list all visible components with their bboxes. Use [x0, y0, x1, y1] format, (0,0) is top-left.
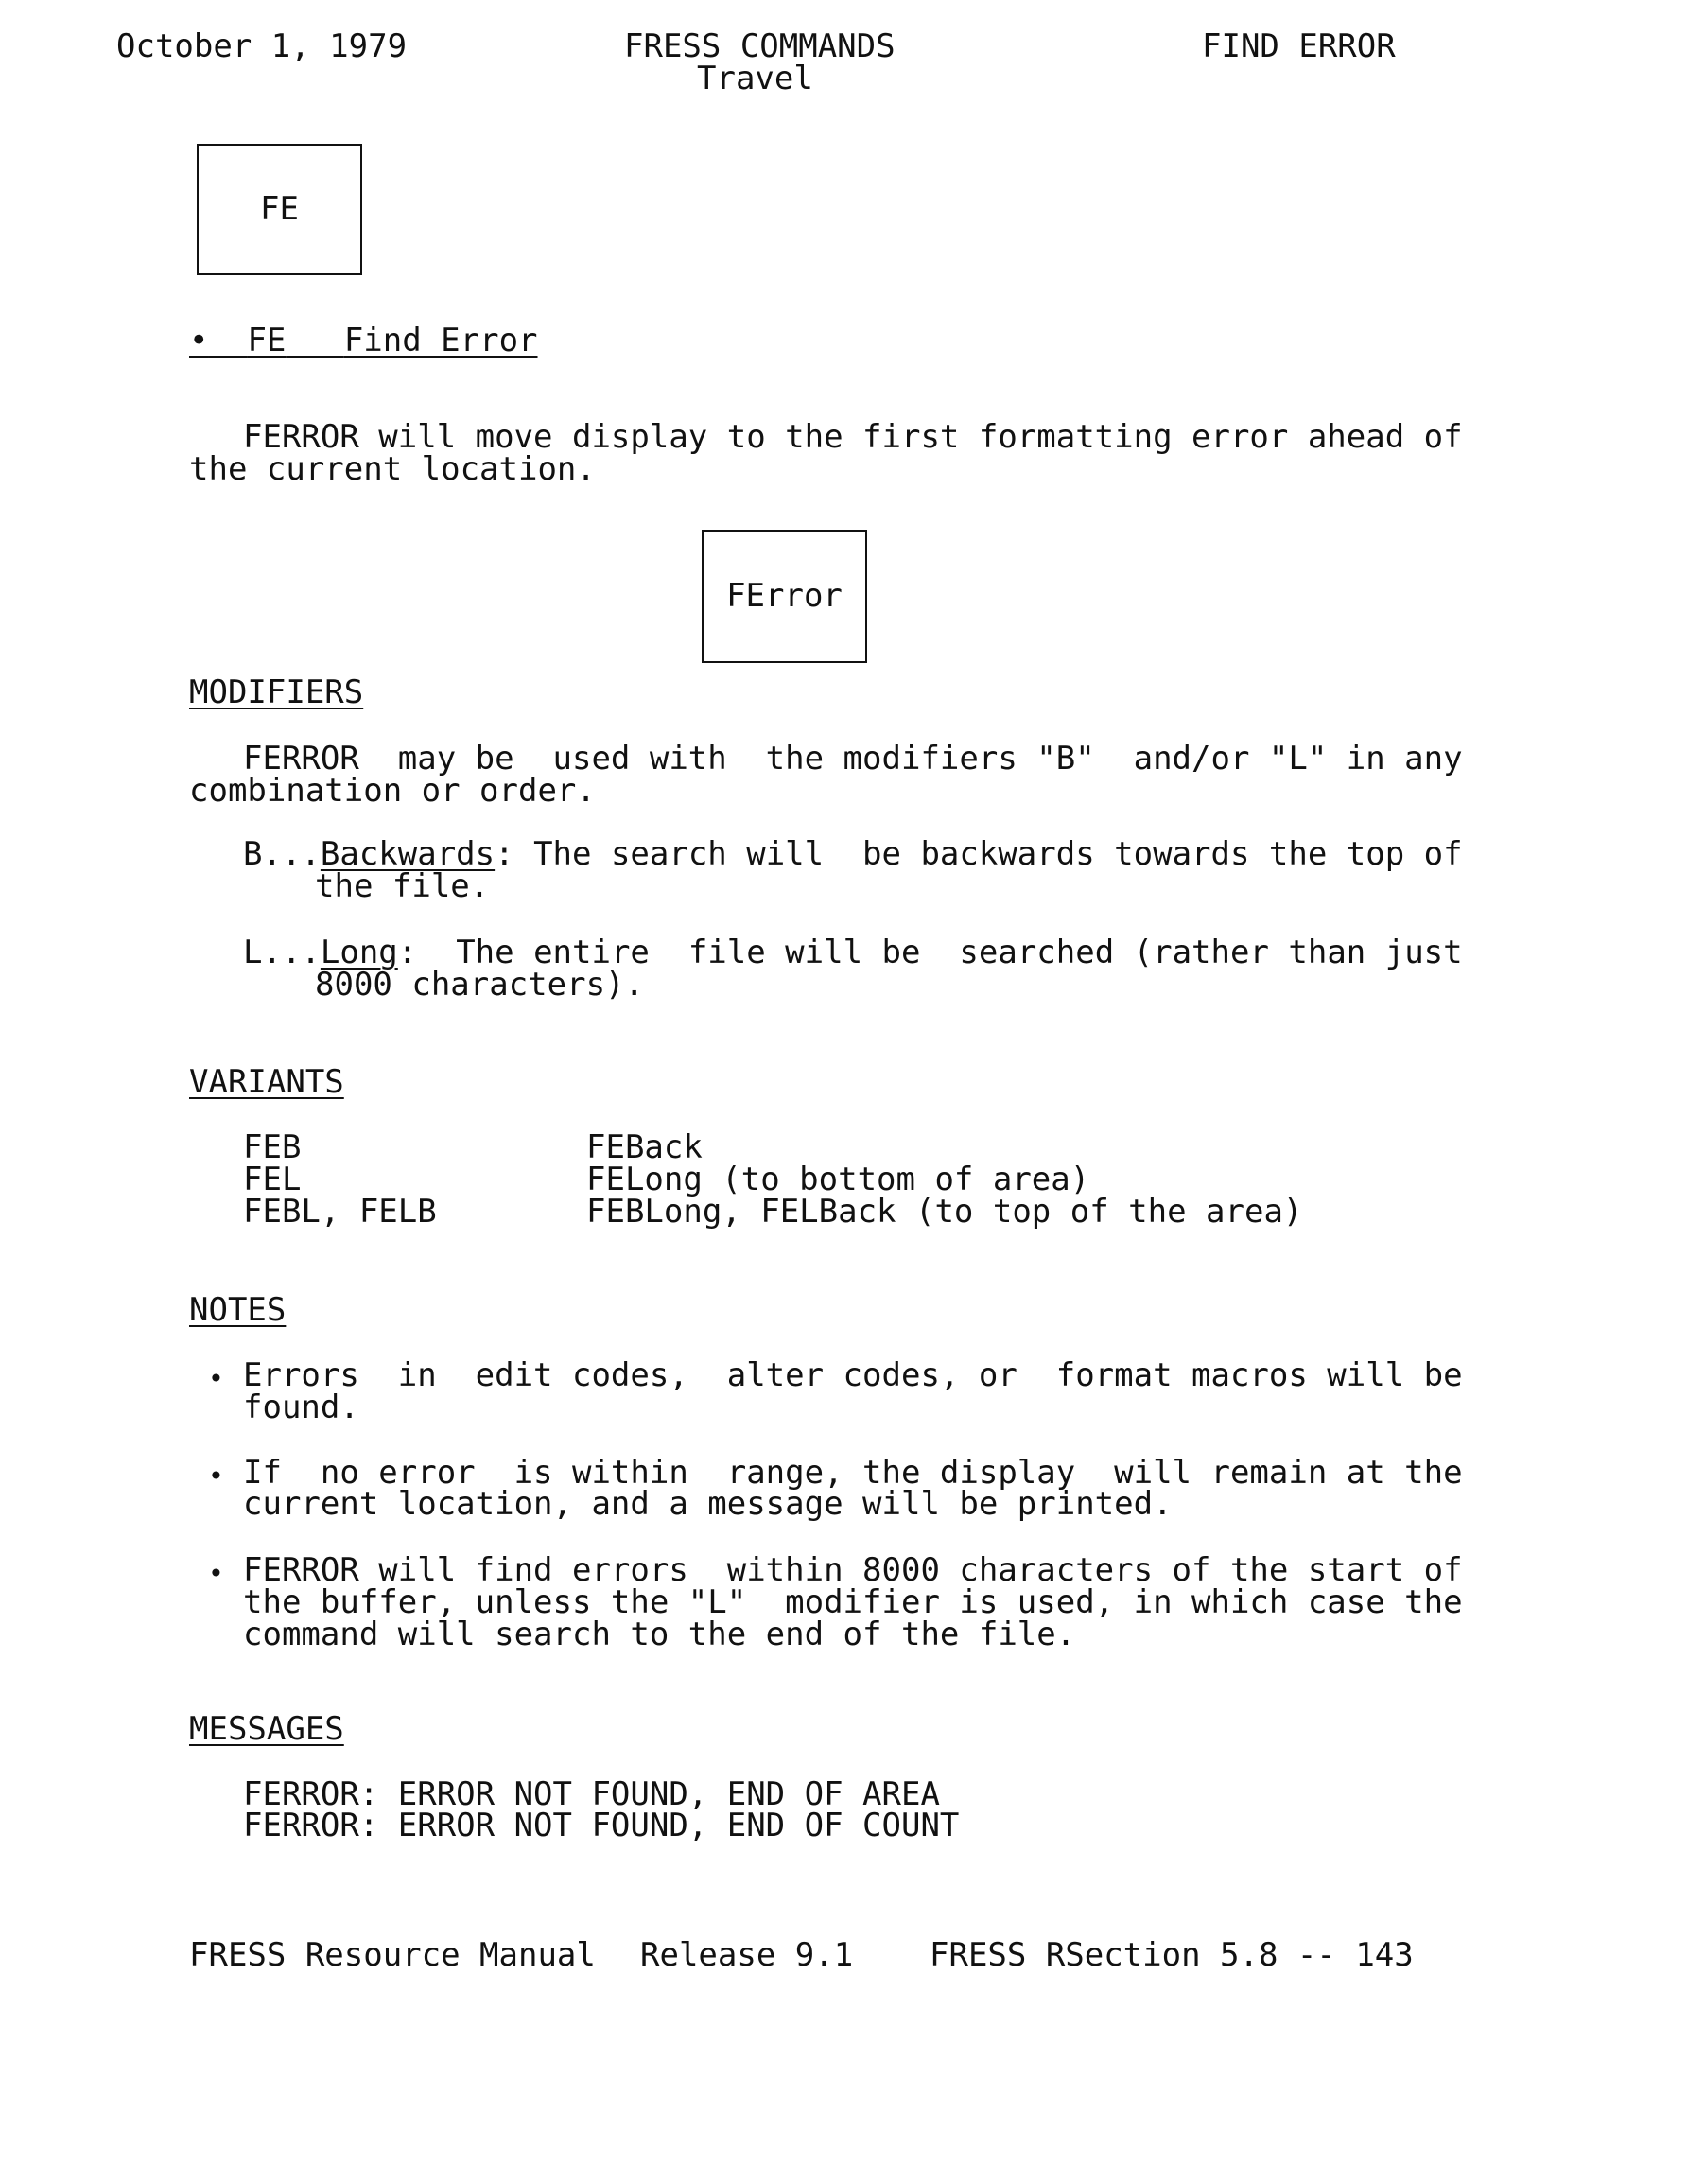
- variant-short: FEB: [243, 1128, 302, 1166]
- header-subtitle: Travel: [697, 60, 813, 97]
- modifier-item: [243, 835, 1463, 873]
- modifier-term: Backwards: [320, 835, 496, 873]
- modifier-prefix: L...: [243, 934, 321, 971]
- note-line: Errors in edit codes, alter codes, or format macros will be: [243, 1356, 1463, 1394]
- note-line: FERROR will find errors within 8000 characters of the start of: [243, 1551, 1463, 1589]
- intro-line2: the current location.: [189, 450, 596, 488]
- variants-title: VARIANTS: [189, 1063, 344, 1101]
- modifier-desc: : The entire file will be searched (rather than just: [397, 934, 1463, 971]
- modifier-desc-cont: the file.: [315, 867, 490, 905]
- modifier-desc: : The search will be backwards towards the top of: [495, 835, 1463, 873]
- intro-line1: FERROR will move display to the first formatting error ahead of: [243, 418, 1463, 456]
- message-line: FERROR: ERROR NOT FOUND, END OF AREA: [243, 1775, 940, 1813]
- modifiers-intro-line1: FERROR may be used with the modifiers "B" and/or "L" in any: [243, 740, 1463, 778]
- note-line: If no error is within range, the display will remain at the: [243, 1454, 1463, 1492]
- note-line: the buffer, unless the "L" modifier is used, in which case the: [243, 1583, 1463, 1621]
- message-line: FERROR: ERROR NOT FOUND, END OF COUNT: [243, 1807, 960, 1844]
- variant-short: FEBL, FELB: [243, 1193, 437, 1231]
- heading-bullet: •: [189, 322, 209, 359]
- modifiers-intro-line2: combination or order.: [189, 772, 596, 810]
- note-line: found.: [243, 1389, 359, 1426]
- footer-release: Release 9.1: [640, 1936, 854, 1974]
- modifiers-title: MODIFIERS: [189, 673, 364, 711]
- command-box-label: FE: [260, 190, 299, 228]
- modifier-term: Long: [320, 934, 398, 971]
- heading-code: FE: [247, 322, 287, 359]
- bullet-icon: •: [208, 1363, 224, 1394]
- note-line: command will search to the end of the file.: [243, 1616, 1076, 1653]
- modifier-prefix: B...: [243, 835, 321, 873]
- notes-title: NOTES: [189, 1291, 287, 1329]
- heading-name: Find Error: [343, 322, 538, 359]
- variant-short: FEL: [243, 1161, 302, 1198]
- variant-long: FELong (to bottom of area): [586, 1161, 1090, 1198]
- modifier-item: [243, 936, 1463, 970]
- bullet-icon: •: [208, 1460, 224, 1492]
- footer-page: FRESS RSection 5.8 -- 143: [930, 1936, 1414, 1974]
- header-date: October 1, 1979: [116, 27, 408, 65]
- header-title: FRESS COMMANDS: [624, 27, 896, 65]
- command-box: [197, 144, 362, 275]
- bullet-icon: •: [208, 1558, 224, 1589]
- messages-title: MESSAGES: [189, 1710, 344, 1748]
- header-section: FIND ERROR: [1202, 27, 1396, 65]
- display-box-label: FError: [726, 577, 843, 615]
- note-line: current location, and a message will be printed.: [243, 1485, 1173, 1523]
- variant-long: FEBack: [586, 1128, 703, 1166]
- display-box: [702, 530, 867, 663]
- modifier-desc-cont: 8000 characters).: [315, 966, 644, 1004]
- footer-manual: FRESS Resource Manual: [189, 1936, 596, 1974]
- command-heading: [189, 324, 538, 358]
- variant-long: FEBLong, FELBack (to top of the area): [586, 1193, 1303, 1231]
